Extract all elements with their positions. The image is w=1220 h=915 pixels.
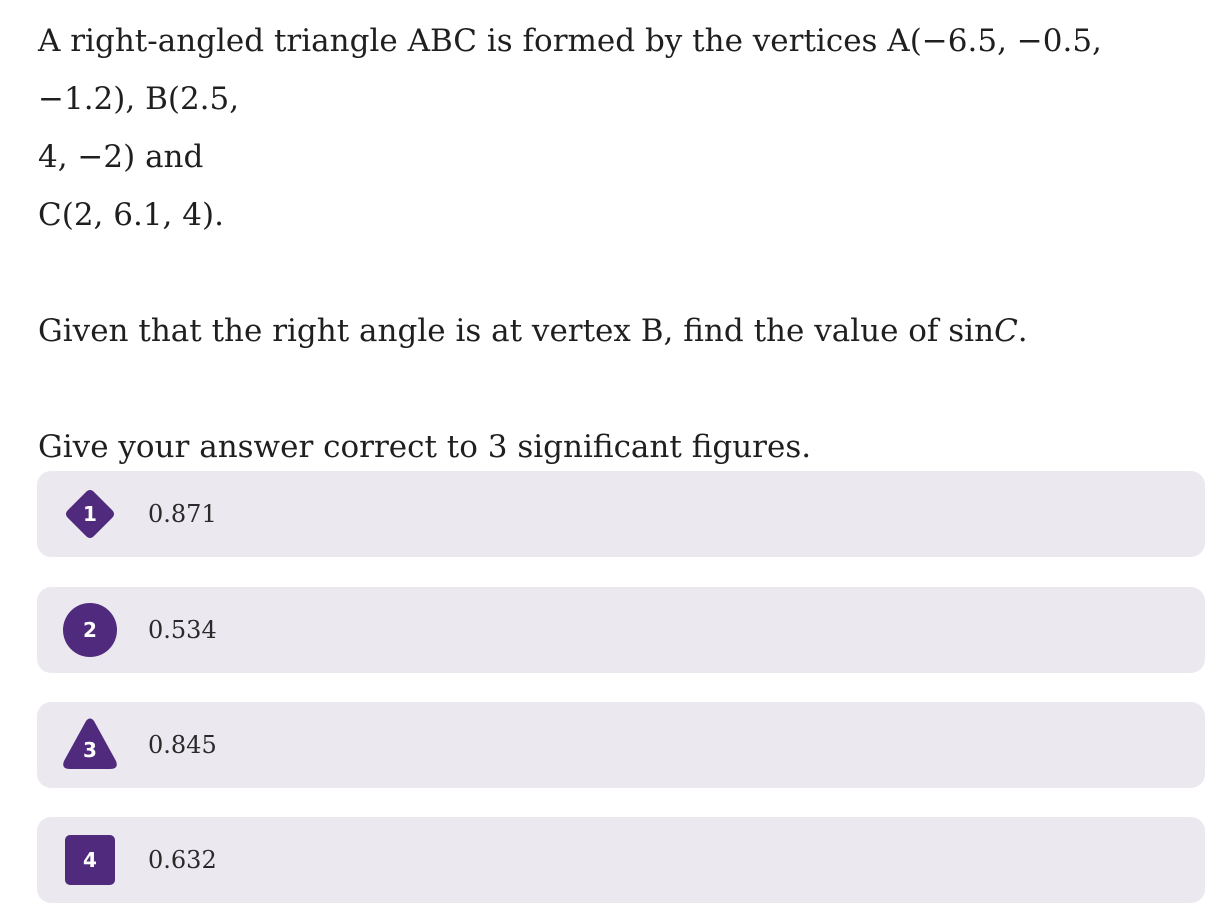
option-2-badge [62, 602, 118, 658]
question-given [38, 302, 1188, 360]
answer-option-1[interactable] [37, 471, 1205, 557]
option-4-number: 4 [83, 848, 97, 872]
option-3-badge [62, 717, 118, 773]
option-1-text: 0.871 [148, 500, 217, 528]
question-line-3: C(2, 6.1, 4). [38, 197, 224, 233]
question-line-1: A right-angled triangle ABC is formed by the vertices A(−6.5, −0.5, −1.2), B(2.5, [38, 23, 1102, 117]
question-line-2: 4, −2) and [38, 139, 204, 175]
option-4-badge [62, 832, 118, 888]
given-suffix: . [1017, 313, 1028, 349]
answer-option-4[interactable] [37, 817, 1205, 903]
given-prefix: Given that the right angle is at vertex B, find the value of sin [38, 313, 995, 349]
question-instruction: Give your answer correct to 3 significant figures. [38, 429, 812, 465]
option-2-number: 2 [83, 618, 97, 642]
option-3-number: 3 [83, 738, 97, 762]
question-text [38, 12, 1188, 476]
option-1-number: 1 [83, 502, 97, 526]
given-variable: C [994, 313, 1018, 349]
answer-option-3[interactable] [37, 702, 1205, 788]
option-3-text: 0.845 [148, 731, 217, 759]
option-2-text: 0.534 [148, 616, 217, 644]
option-1-badge [62, 486, 118, 542]
answer-option-2[interactable] [37, 587, 1205, 673]
option-4-text: 0.632 [148, 846, 217, 874]
